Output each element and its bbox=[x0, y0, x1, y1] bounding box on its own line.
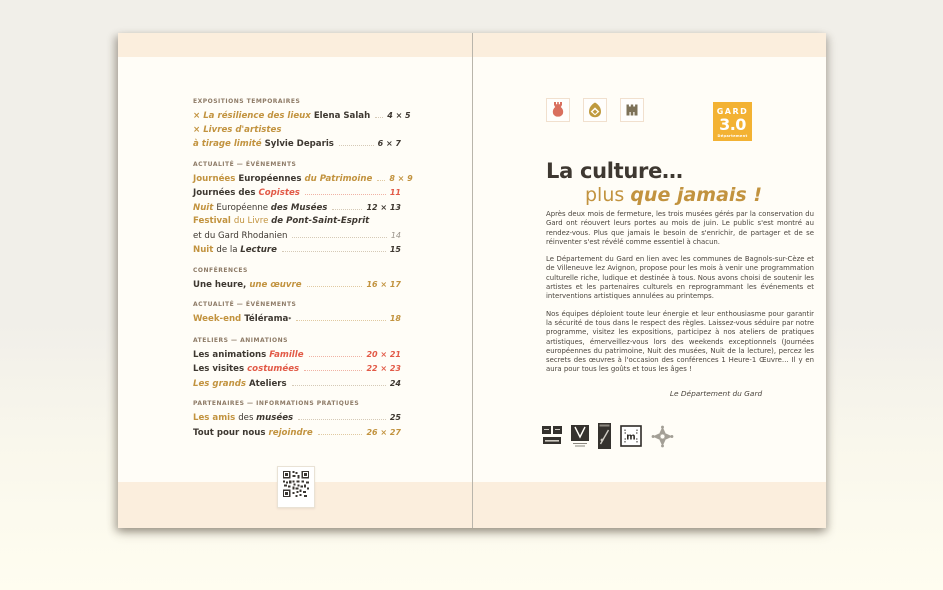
dotted-leader bbox=[339, 145, 374, 146]
toc-entry: Les grands Ateliers 24 bbox=[193, 378, 401, 389]
dotted-leader bbox=[292, 237, 386, 238]
dotted-leader bbox=[296, 320, 386, 321]
page-number: 20 × 21 bbox=[366, 349, 401, 359]
toc-entry: × La résilience des lieux Elena Salah 4 × 5 bbox=[193, 111, 411, 121]
toc-section-header: ACTUALITÉ — ÉVÉNEMENTS bbox=[193, 160, 297, 168]
vase-icon bbox=[546, 98, 570, 122]
m-frame-logo bbox=[620, 425, 642, 447]
dotted-leader bbox=[292, 385, 386, 386]
paragraph-2: Le Département du Gard en lien avec les communes de Bagnols-sur-Cèze et de Villeneuve lez Avignon, propose pour les mois à venir une programmation culturelle riche, ludique et destinée à tous. Nous avons choisi de soutenir les artistes et les partenaires culturels en reprogrammant les événements et interventions artistiques annulées au printemps. bbox=[546, 255, 814, 301]
toc-entry: et du Gard Rhodanien 14 bbox=[193, 230, 401, 241]
title-line-1: La culture… bbox=[546, 159, 683, 183]
page-number: 6 × 7 bbox=[377, 139, 401, 148]
dotted-leader bbox=[377, 180, 385, 181]
tall-museum-logo bbox=[598, 423, 611, 449]
page-number: 12 × 13 bbox=[366, 202, 401, 212]
gard-departement-logo bbox=[713, 102, 752, 141]
toc-section-header: ACTUALITÉ — ÉVÉNEMENTS bbox=[193, 301, 297, 308]
toc-section-header: ATELIERS — ANIMATIONS bbox=[193, 336, 288, 344]
toc-entry: Les visites costumées 22 × 23 bbox=[193, 364, 401, 374]
dotted-leader bbox=[332, 209, 362, 210]
page-number: 24 bbox=[389, 378, 401, 388]
dotted-leader bbox=[304, 370, 362, 371]
ministere-culture-logo bbox=[542, 426, 562, 447]
gard-logo-subtitle: Département bbox=[717, 134, 748, 138]
toc-entry: Nuit de la Lecture 15 bbox=[193, 245, 401, 255]
toc-entry: Tout pour nous rejoindre 26 × 27 bbox=[193, 427, 401, 438]
signature: Le Département du Gard bbox=[669, 389, 763, 398]
toc-entry: Nuit Européenne des Musées 12 × 13 bbox=[193, 202, 401, 213]
page-number: 8 × 9 bbox=[389, 173, 413, 183]
toc-entry: × Livres d'artistes bbox=[193, 124, 282, 135]
dotted-leader bbox=[282, 251, 386, 252]
page-number: 18 bbox=[389, 314, 401, 323]
dotted-leader bbox=[318, 434, 363, 435]
paragraph-3: Nos équipes déploient toute leur énergie et leur enthousiasme pour garantir la sécurité de tous dans le respect des règles. Laissez-vous séduire par notre programme, visitez les expositions, participez à nos ateliers de pratiques artistiques, émerveillez-vous lors des weekends exceptionnels (Journées européennes du patrimoine, Nuit des musées, Nuit de la lecture), percez les secrets des œuvres à l'occasion des conférences 1 Heure-1 Œuvre… Il y en aura pour tous les goûts et tous les âges ! bbox=[546, 309, 814, 374]
page-number: 26 × 27 bbox=[366, 427, 401, 437]
partner-logos-row bbox=[542, 421, 674, 451]
toc-entry: Week-end Télérama * 18 bbox=[193, 314, 401, 324]
dotted-leader bbox=[375, 117, 383, 118]
toc-section-header: CONFÉRENCES bbox=[193, 266, 248, 274]
toc-entry: Journées Européennes du Patrimoine 8 × 9 bbox=[193, 173, 413, 184]
dotted-leader bbox=[307, 286, 363, 287]
toc-entry: Les animations Famille 20 × 21 bbox=[193, 349, 401, 360]
paragraph-1: Après deux mois de fermeture, les trois musées gérés par la conservation du Gard ont réouvert leurs portes au mois de juin. Le public s'est montré au rendez-vous. Plus que jamais le besoin de s'enrichir, de partager et de se réinventer s'est révélé comme essentiel à chacun. bbox=[546, 210, 814, 246]
qr-pattern bbox=[283, 471, 309, 497]
toc-entry: Festival du Livre de Pont-Saint-Esprit bbox=[193, 216, 370, 226]
dotted-leader bbox=[298, 419, 386, 420]
shell-icon bbox=[583, 98, 607, 122]
qr-code bbox=[277, 466, 315, 508]
intro-text bbox=[546, 210, 814, 383]
toc bbox=[193, 98, 413, 440]
toc-section-header: EXPOSITIONS TEMPORAIRES bbox=[193, 98, 301, 105]
page-number: 15 bbox=[389, 245, 401, 254]
toc-entry: Les amis des musées 25 bbox=[193, 413, 401, 423]
page-number: 4 × 5 bbox=[387, 111, 411, 120]
dotted-leader bbox=[305, 194, 386, 195]
page-number: 16 × 17 bbox=[366, 279, 401, 289]
page-title bbox=[546, 160, 762, 206]
dotted-leader bbox=[309, 356, 363, 357]
toc-entry: Une heure, une œuvre 16 × 17 bbox=[193, 279, 401, 290]
museum-icons-row bbox=[546, 98, 644, 122]
toc-entry: Journées des Copistes 11 bbox=[193, 188, 401, 198]
spine-divider bbox=[472, 33, 473, 528]
gard-logo-number: 3.0 bbox=[719, 115, 746, 134]
v-museum-logo bbox=[571, 425, 589, 448]
castle-icon bbox=[620, 98, 644, 122]
page-number: 22 × 23 bbox=[366, 364, 401, 373]
toc-section-header: PARTENAIRES — INFORMATIONS PRATIQUES bbox=[193, 400, 360, 407]
toc-entry: à tirage limité Sylvie Deparis 6 × 7 bbox=[193, 139, 401, 149]
page-number: 14 bbox=[390, 230, 401, 240]
title-line-2: plus que jamais ! bbox=[585, 184, 763, 207]
cross-logo bbox=[651, 425, 674, 448]
page-number: 11 bbox=[389, 188, 401, 197]
brochure-spread bbox=[118, 33, 826, 528]
gard-logo-text: GARD bbox=[716, 107, 749, 116]
svg-text:m: m bbox=[626, 432, 636, 443]
page-number: 25 bbox=[389, 413, 401, 422]
